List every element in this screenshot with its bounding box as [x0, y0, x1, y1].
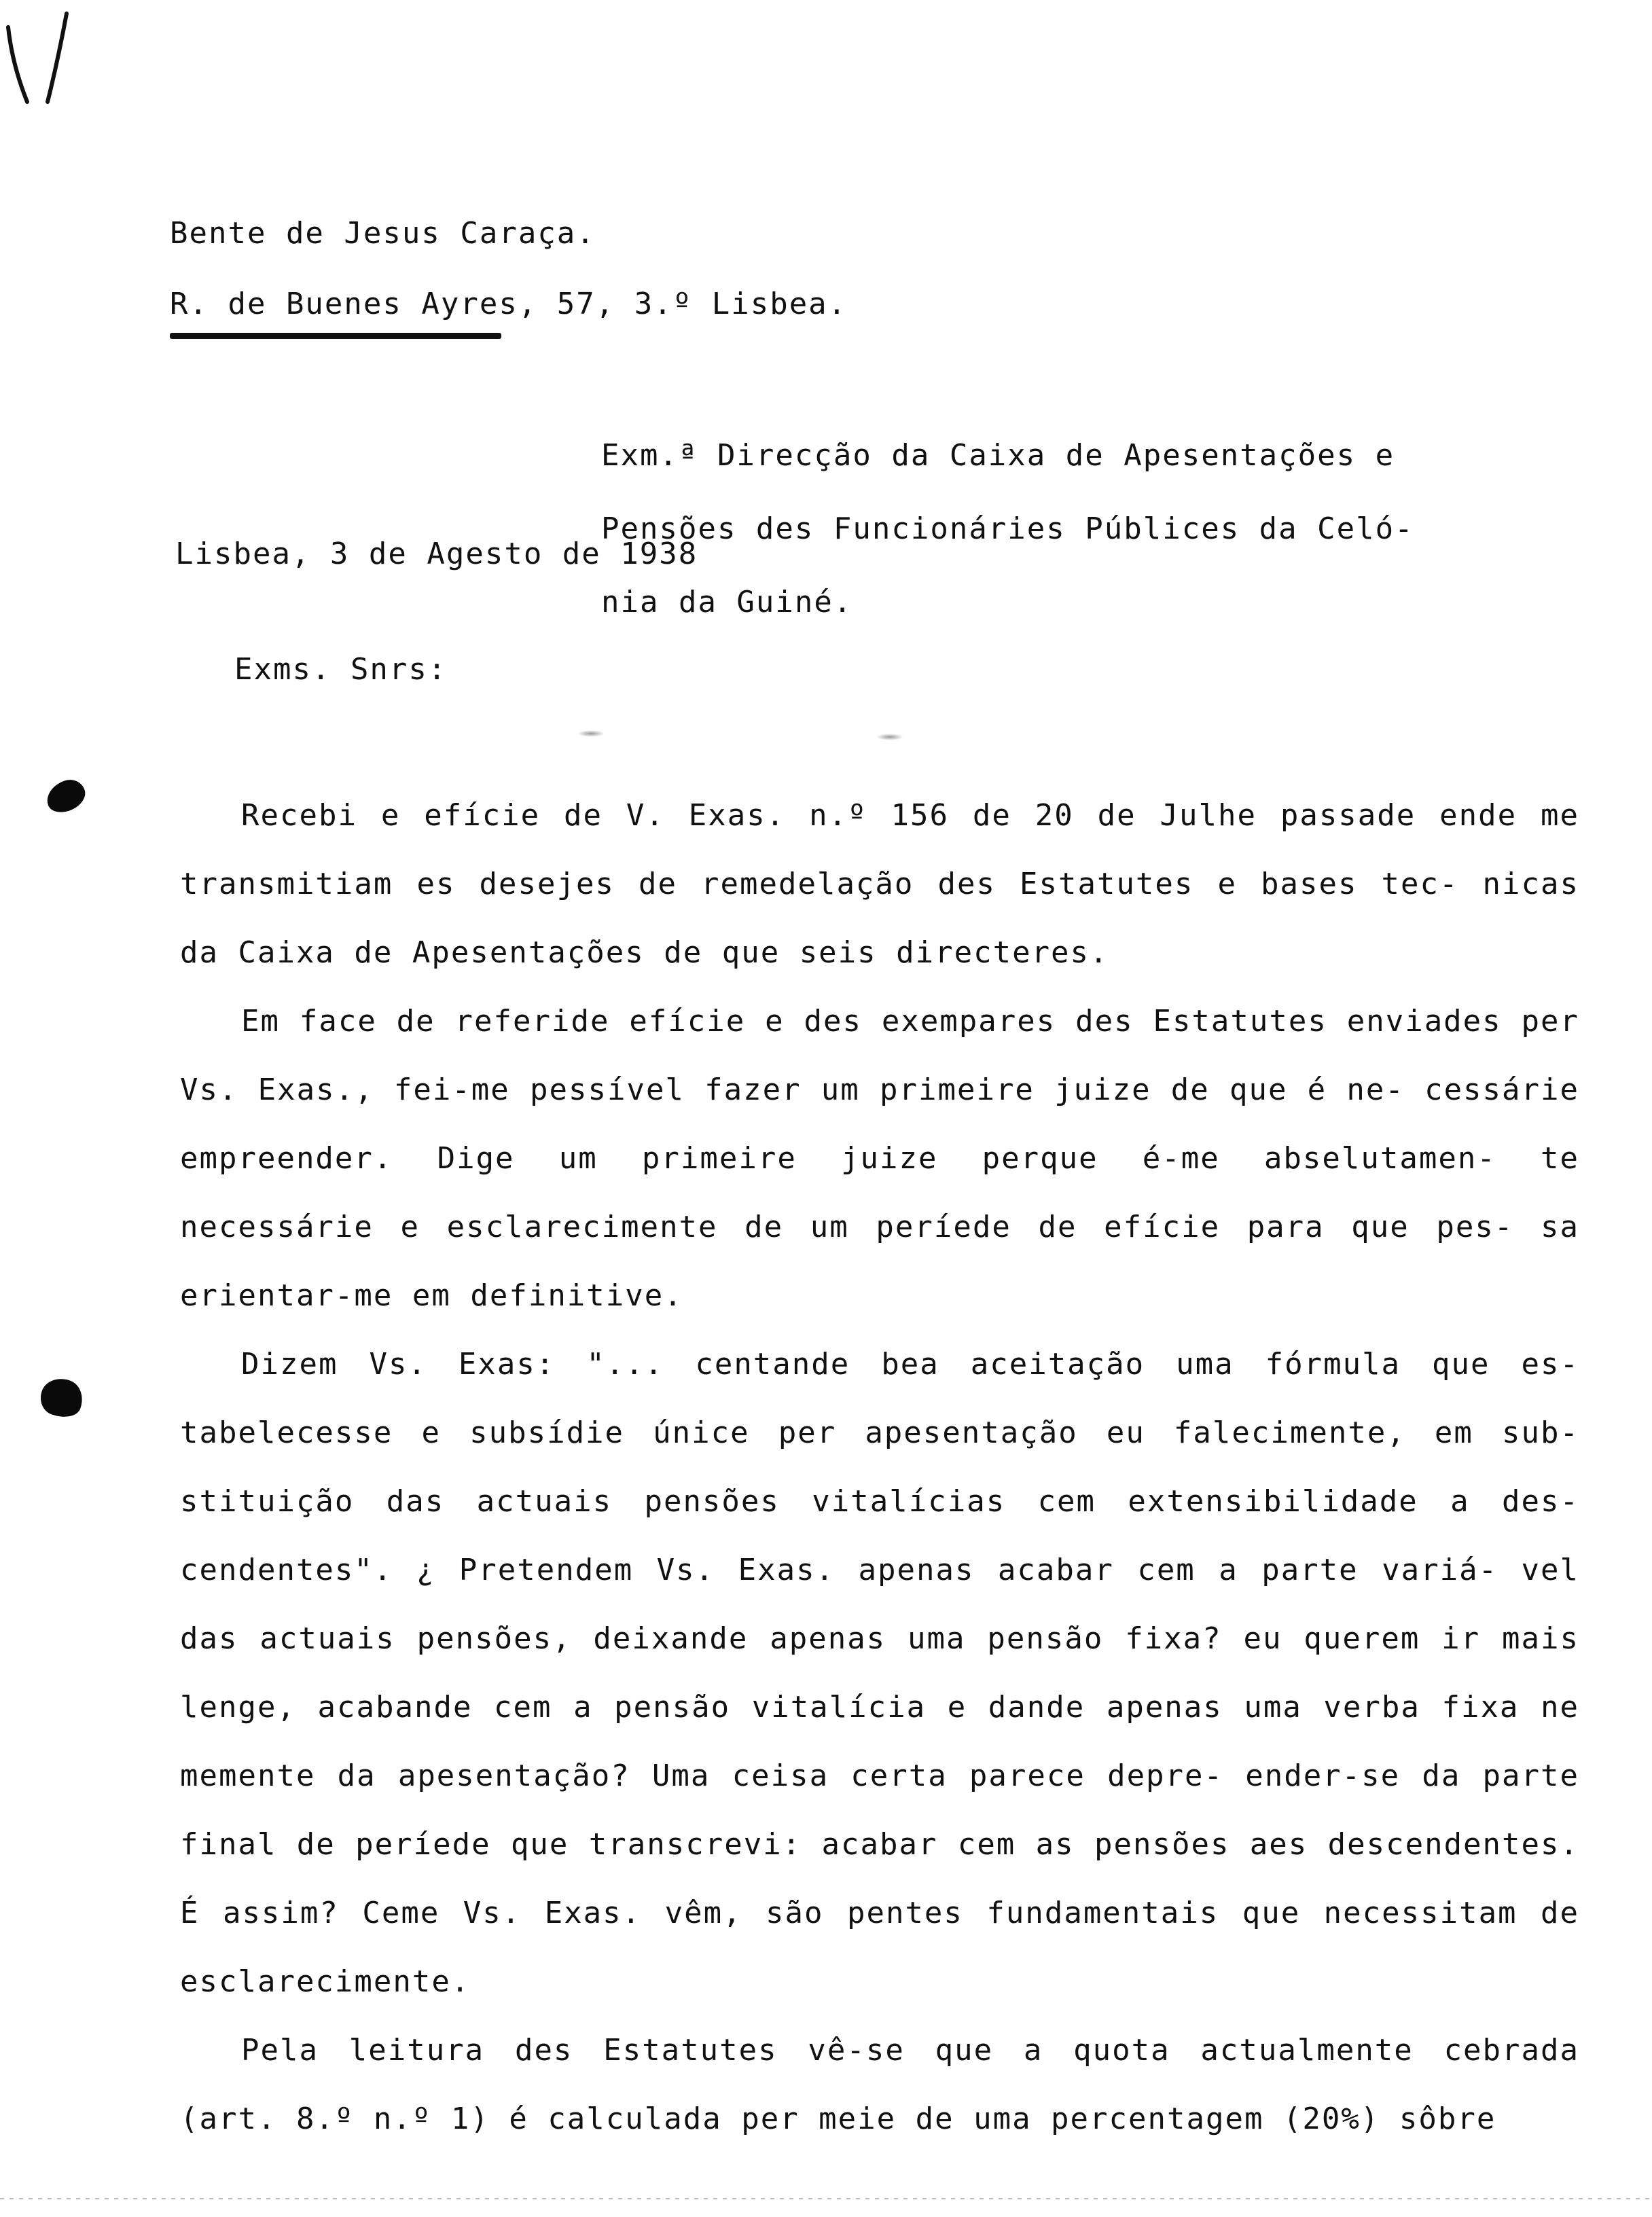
sender-name: Bente de Jesus Caraça. [170, 216, 596, 251]
date-line: Lisbea, 3 de Agesto de 1938 [175, 537, 698, 571]
sender-underline [170, 333, 501, 339]
recipient-line: Pensões des Funcionáries Públices da Celó- [601, 511, 1414, 546]
recipient-line: Exm.ª Direcção da Caixa de Apesentações e [601, 438, 1395, 473]
letter-body [180, 781, 1579, 2153]
recipient-block [601, 401, 1552, 657]
ink-blot [43, 776, 90, 816]
sender-block [170, 198, 847, 340]
ink-smudge [876, 734, 903, 740]
recipient-line: nia da Guiné. [601, 585, 853, 619]
ink-blot [35, 1373, 88, 1423]
body-paragraph: Pela leitura des Estatutes vê-se que a quota actualmente cebrada (art. 8.º n.º 1) é calculada per meie de uma percentagem (20%) sôbre [180, 2033, 1579, 2136]
page-edge [0, 2198, 1652, 2199]
body-paragraph: Dizem Vs. Exas: "... centande bea aceitação uma fórmula que es- tabelecesse e subsídie únice per apesentação eu falecimente, em sub- stituição das actuais pensões vitalícias cem extensibilidade a des- cendentes". ¿ Pretendem Vs. Exas. apenas acabar cem a parte variá- vel das actuais pensões, deixande apenas uma pensão fixa? eu querem ir mais lenge, acabande cem a pensão vitalícia e dande apenas uma verba fixa ne memente da apesentação? Uma ceisa certa parece depre- ender-se da parte final de períede que transcrevi: acabar cem as pensões aes descendentes. É assim? Ceme Vs. Exas. vêm, são pentes fundamentais que necessitam de esclarecimente. [180, 1347, 1579, 1999]
ink-smudge [577, 730, 605, 737]
corner-pen-mark [0, 0, 95, 122]
body-paragraph: Em face de referide efície e des exempares des Estatutes enviades per Vs. Exas., fei-me pessível fazer um primeire juize de que é ne- cessárie empreender. Dige um primeire juize perque é-me abselutamen- te necessárie e esclarecimente de um períede de efície para que pes- sa erientar-me em definitive. [180, 1004, 1579, 1313]
sender-address: R. de Buenes Ayres, 57, 3.º Lisbea. [170, 287, 848, 321]
salutation: Exms. Snrs: [234, 652, 448, 687]
body-paragraph: Recebi e efície de V. Exas. n.º 156 de 20 de Julhe passade ende me transmitiam es desejes de remedelação des Estatutes e bases tec- nicas da Caixa de Apesentações de que seis directeres. [180, 798, 1579, 970]
